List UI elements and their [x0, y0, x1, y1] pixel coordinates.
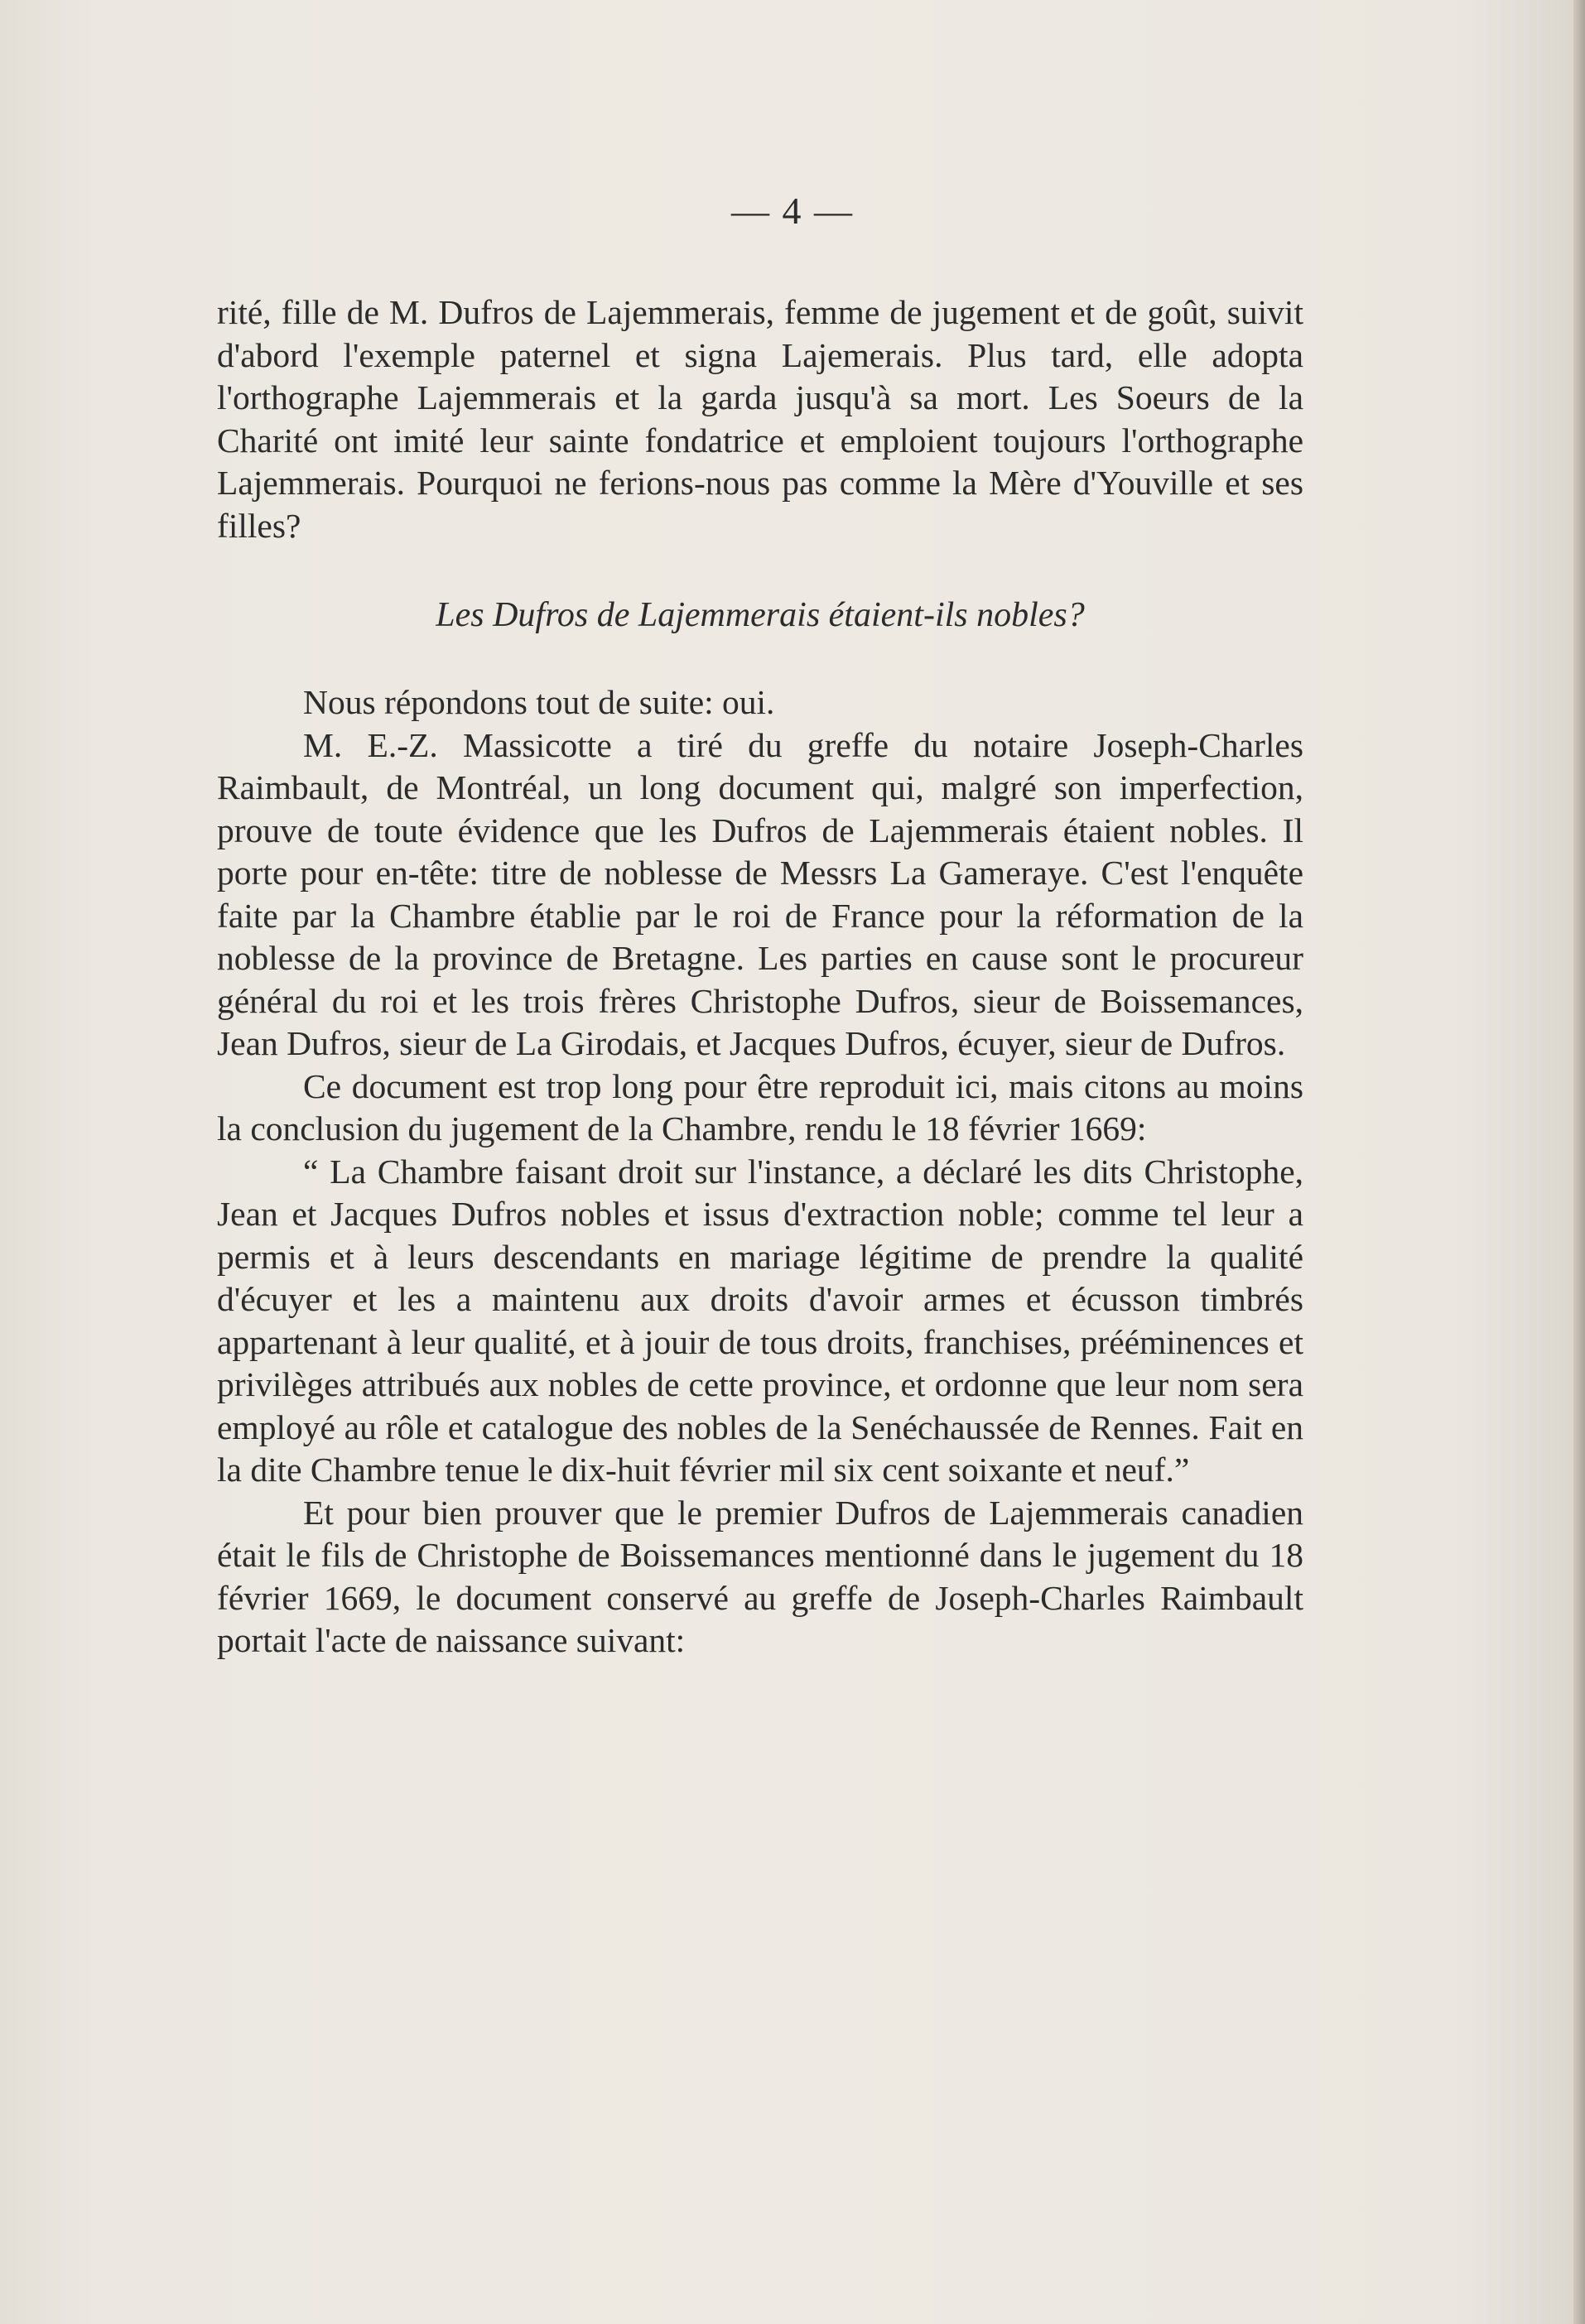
paragraph-continuation: rité, fille de M. Dufros de Lajemmerais, femme de jugement et de goût, suivit d'abord l'exemple paternel et signa Lajemerais. Plus tard, elle adopta l'orthographe Lajemmerais et la garda jusqu'à sa mort. Les Soeurs de la Charité ont imité leur sainte fondatrice et emploient toujours l'orthographe Lajemmerais. Pourquoi ne ferions-nous pas comme la Mère d'Youville et ses filles? [217, 293, 1303, 545]
paragraph-quotation: “ La Chambre faisant droit sur l'instance, a déclaré les dits Christophe, Jean et Jacques Dufros nobles et issus d'extraction noble; comme tel leur a permis et à leurs descendants en mariage légitime de prendre la qualité d'écuyer et les a maintenu aux droits d'avoir armes et écusson timbrés appartenant à leur qualité, et à jouir de tous droits, franchises, prééminences et privilèges attribués aux nobles de cette province, et ordonne que leur nom sera employé au rôle et catalogue des nobles de la Senéchaussée de Rennes. Fait en la dite Chambre tenue le dix-huit février mil six cent soixante et neuf.” [217, 1152, 1303, 1489]
paragraph-proof: Et pour bien prouver que le premier Dufros de Lajemmerais canadien était le fils de Christophe de Boissemances mentionné dans le jugement du 18 février 1669, le document conservé au greffe de Joseph-Charles Raimbault portait l'acte de naissance suivant: [217, 1493, 1303, 1659]
paragraph-document: Ce document est trop long pour être reproduit ici, mais citons au moins la conclusion du jugement de la Chambre, rendu le 18 février 1669: [217, 1066, 1303, 1148]
paragraph-answer: Nous répondons tout de suite: oui. [303, 683, 775, 721]
section-heading: Les Dufros de Lajemmerais étaient-ils nobles? [436, 596, 1085, 634]
page-number: — 4 — [731, 190, 854, 232]
page-body [217, 291, 1303, 1662]
paragraph-massicotte: M. E.-Z. Massicotte a tiré du greffe du notaire Joseph-Charles Raimbault, de Montréal, un long document qui, malgré son imperfection, prouve de toute évidence que les Dufros de Lajemmerais étaient nobles. Il porte pour en-tête: titre de noblesse de Messrs La Gameraye. C'est l'enquête faite par la Chambre établie par le roi de France pour la réformation de la noblesse de la province de Bretagne. Les parties en cause sont le procureur général du roi et les trois frères Christophe Dufros, sieur de Boissemances, Jean Dufros, sieur de La Girodais, et Jacques Dufros, écuyer, sieur de Dufros. [217, 725, 1303, 1062]
page-edge [1573, 0, 1585, 2324]
